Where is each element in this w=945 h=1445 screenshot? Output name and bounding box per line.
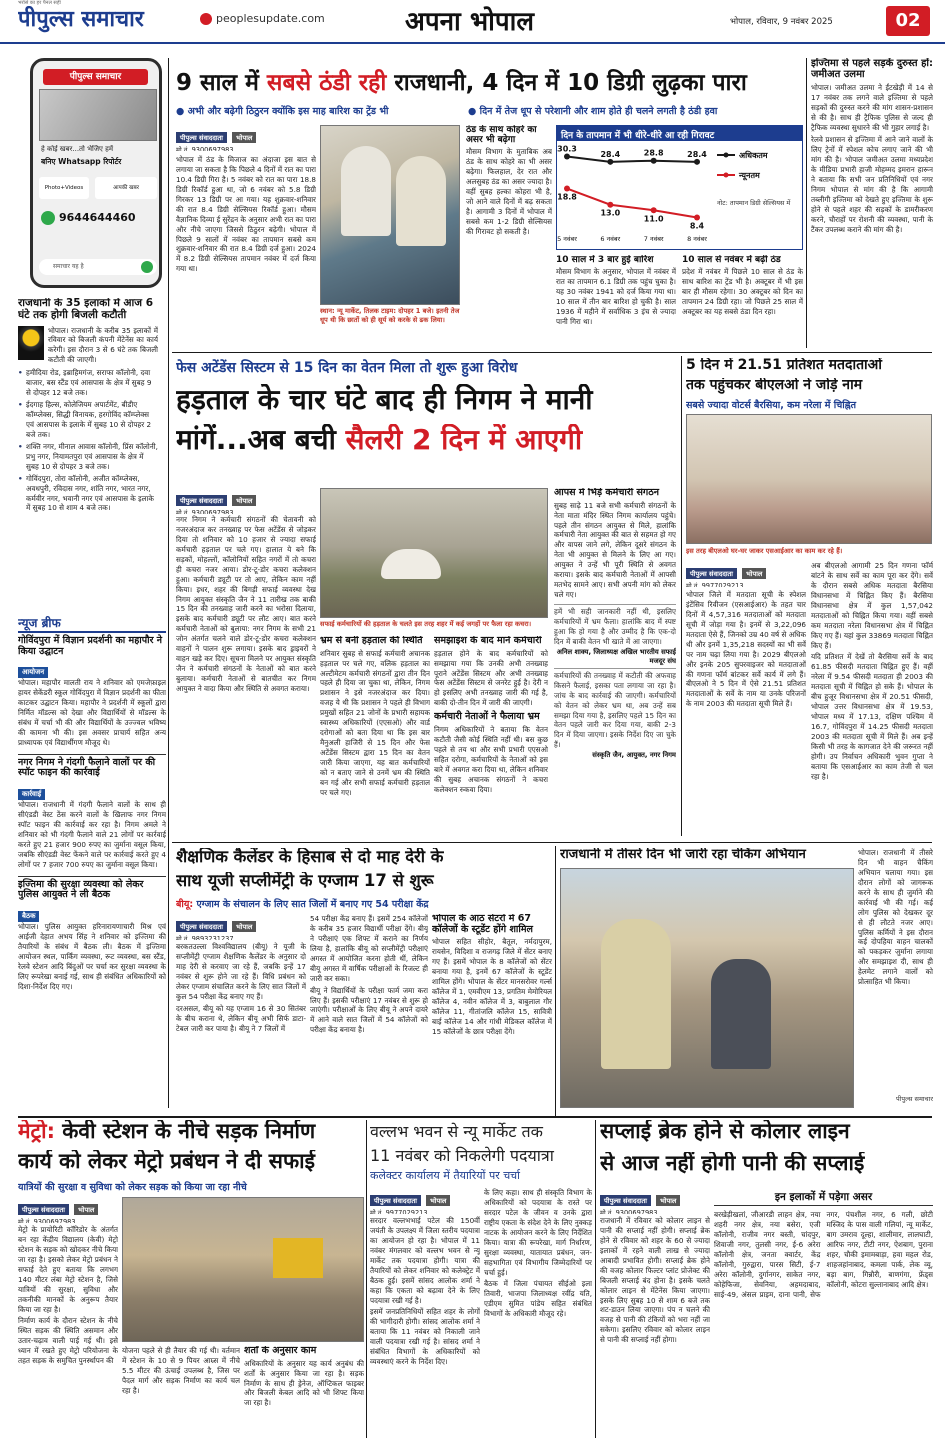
padyatra-col-2 [484, 1188, 592, 1438]
water-headline-1: सप्लाई ब्रेक होने से कोलार लाइन [600, 1120, 850, 1143]
padyatra-byline-name: पीपुल्स संवाददाता [370, 1195, 421, 1206]
lead-bottom-body: प्रदेश में नवंबर में पिछले 10 साल से ठंड के साथ बारिश का ट्रेंड भी है। अक्टूबर में भी इस बार ही मौसम रहेगा। 30 अक्टूबर को दिन का तापमान 24 डिग्री रहा। जो पिछले 25 साल में अक्टूबर का यह सबसे ठंडा दिन रहा। [682, 267, 803, 316]
series-line-max [567, 157, 697, 162]
power-cut-item: • शक्ति नगर, मीनाल आवास कॉलोनी, प्रिंस कॉलोनी, प्रभु नगर, नियामतपुरा एवं आसपास के क्षेत्र में सुबह 10 से दोपहर 3 बजे तक। [18, 442, 158, 472]
ijtema-body-2: रेलवे प्रशासन से इज्तिमा में आने जाने वालों के लिए ट्रेनों में स्पेशल कोच लगाए जाने की भी मांग की है। भोपाल जमीअत उलमा मध्यप्रदेश के मीडिया प्रभारी हाजी मोहम्मद इमरान हारून ने बताया कि सभी जन प्रतिनिधियों एवं नगर निगम भोपाल से मांग की है कि आगामी तब्लीगी इज्तिमा को देखते हुए इज्तिमा के शुरू होने से पहले शहर की सड़कों के डामरीकरण करने, चौराहों पर रोशनी की व्यवस्था, पानी के टैंकर उपलब्ध कराने की मांग की है। [811, 135, 933, 234]
strike-sub-5: कर्मचारी नेताओं ने फैलाया भ्रम [434, 711, 540, 723]
exam-col-1 [176, 942, 306, 1112]
data-label: 18.8 [557, 192, 577, 202]
ad-logo: पीपुल्स समाचार [43, 69, 148, 85]
water-byline-city: भोपाल [656, 1195, 680, 1206]
strike-sub-3: आपस में भिड़े कर्मचारी संगठन [554, 488, 660, 498]
exam-deck-label: बीयू: [176, 899, 197, 910]
x-tick-label: 7 नवंबर [643, 235, 664, 243]
data-label: 28.4 [600, 149, 621, 159]
lead-headline-c: राजधानी, 4 दिन में 10 डिग्री लुढ़का पारा [386, 70, 747, 96]
metro-headline-2: कार्य को लेकर मेट्रो प्रबंधन ने दी सफाई [18, 1150, 315, 1173]
exam-col-2 [310, 914, 428, 1114]
legend-marker [724, 153, 729, 158]
lead-deck-2-text: दिन में तेज धूप से परेशानी और शाम होते ही चलने लगती है ठंडी हवा [479, 106, 718, 117]
lead-headline-b: सबसे ठंडी रही [266, 70, 387, 96]
metro-col-3 [244, 1346, 364, 1436]
exam-side-body: भोपाल सहित सीहोर, बैतूल, नर्मदापुरम, रायसेन, विदिशा व राजगढ़ जिले में सेंटर बनाए गए हैं। इसमें भोपाल के 8 कॉलेजों को सेंटर बनाया गया है, इनमें 67 कॉलेजों के स्टूडेंट शामिल होंगे। भोपाल के सेंटर मानसरोवर गर्ल्स कॉलेज में 1, एमवीएम 13, प्रगतिम मेमोरियल कॉलेज 4, नवीन कॉलेज में 3, बाबुलाल गौर कॉलेज 11, गीतांजलि कॉलेज 15, सावित्री बाई कॉलेज 14 और गांधी मेडिकल कॉलेज में 15 कॉलेजों के छात्र परीक्षा देंगे। [432, 937, 552, 1036]
lead-deck-1-text: अभी और बढ़ेगी ठिठुरन क्योंकि इस माह बारिश का ट्रेंड भी [187, 106, 389, 117]
chart-title: दिन के तापमान में भी धीरे-धीरे आ रही गिरावट [557, 126, 802, 141]
water-areas: बरखेड़ीखलां, जीआरडी लाहन क्षेत्र, नया शहरी नगर क्षेत्र, नया बसेरा, एजी कॉलोनी, राजीव नगर बस्ती, चांदपुर, शिवाजी नगर, तुलसी नगर, ई-6 अरेरा कॉलोनी क्षेत्र, जनता क्वार्टर, केंद्र कॉलोनी, गुरुद्वारा, पारस सिटी, ई-7 अरेरा कॉलोनी, दुर्गानगर, साकेत नगर, कोहेफिजा, सेवनिया, अहमदाबाद, साई-49, अंसल प्राइम, दाना पानी, सेफ नगर, पंचशील नगर, 6 गली, छोटी मस्जिद के पास वाली गलियां, न्यू मार्केट, बाग उमराव दूल्हा, शालीमार, लालघाटी, आरिफ नगर, टीटी नगर, ऐशबाग, पुराना शहर, चौकी इमामबाड़ा, हवा महल रोड, शाहजहांनाबाद, कमला पार्क, लेक व्यू, बड़ा बाग, गिन्नौरी, बाणगंगा, फ्रेंड्स कॉलोनी, कोटरा सुल्तानाबाद आदि क्षेत्र। [714, 1210, 933, 1299]
legend-label: न्यूनतम [739, 171, 760, 180]
lead-mobile: मो.नं. 9300697983 [176, 146, 234, 151]
ad-number[interactable]: 9644644460 [59, 211, 136, 224]
website-link[interactable]: peoplesupdate.com [216, 12, 325, 25]
ijtema-body-1: भोपाल। जमीअत उलमा ने ईंटखेड़ी में 14 से 17 नवंबर तक लगने वाले इज्तिमा से पहले सड़कों की दुरुस्त करने की मांग शासन-प्रशासन से की है। साथ ही ट्रैफिक पुलिस से जल्द ही ट्रैफिक व्यवस्था सुधारने की भी गुहार लगाई है। [811, 83, 933, 133]
checking-photo [560, 868, 854, 1108]
strike-headline-2a: मांगें...अब बची [176, 424, 346, 456]
metro-byline-city: भोपाल [74, 1204, 98, 1215]
power-cut-article [18, 298, 158, 613]
strike-quote-2 [554, 668, 676, 760]
brief-headline: इज्तिमा की सुरक्षा व्यवस्था को लेकर पुलिस आयुक्त ने ली बैठक [18, 878, 144, 901]
data-point [694, 159, 700, 165]
lead-side-head: ठंड के साथ कोहरे का असर भी बढ़ेगा [466, 125, 537, 146]
exam-mobile: मो.नं. 9893231237 [176, 935, 234, 940]
temperature-chart [556, 125, 803, 250]
voters-photo-caption: इस तरह बीएलओ घर-घर जाकर एसआईआर का काम कर रहे हैं। [686, 547, 843, 555]
chart-note: नोट: तापमान डिग्री सेल्सियस में [717, 199, 791, 207]
lead-body: भोपाल में ठंड के मिजाज का अंदाजा इस बात से लगाया जा सकता है कि पिछले 4 दिनों में रात का पारा 10.4 डिग्री गिरा है। 5 नवंबर को रात का पारा 18.8 डिग्री रिकॉर्ड हुआ था, जो 6 नवंबर को 5.8 डिग्री गिरकर 13 डिग्री पर आ गया। यह शुक्रवार-शनिवार की रात 8.4 डिग्री सेल्सियस रिकॉर्ड हुआ। मौसम वैज्ञानिक दिव्या ई सुरेंद्रन के अनुसार अभी रात का पारा और नीचे जाएगा जिससे ठिठुरन बढ़ेगी। भोपाल में पिछले 9 सालों में नवंबर का तापमान सबसे कम शुक्रवार-शनिवार की रात 8.4 डिग्री दर्ज हुआ। 2024 में 8.2 डिग्री सेल्सियस तापमान नवंबर में दर्ज किया गया था। [176, 155, 316, 274]
voters-photo [686, 414, 932, 544]
series-line-min [567, 189, 697, 218]
voters-byline-city: भोपाल [742, 568, 766, 579]
power-cut-item: • गोविंदपुरा, तोरा कॉलोनी, अजीत कॉम्प्लेक्स, अवधपुरी, रविदास नगर, शांति नगर, भारत नगर, कर्मवीर नगर, भवानी नगर एवं आसपास के इलाके में सुबह 10 से शाम 4 बजे तक। [18, 474, 158, 514]
strike-quote-1-text: हमें भी सही जानकारी नहीं थी, इसलिए कर्मचारियों में भ्रम फैला। हालांकि बाद में स्पष्ट हुआ कि हो गया है और उम्मीद है कि एक-दो दिन में बाकी वेतन भी खाते में आ जाएगा। [554, 607, 676, 646]
news-brief-label: न्यूज ब्रीफ [18, 614, 166, 633]
exam-byline-city: भोपाल [232, 921, 256, 932]
data-point [564, 186, 570, 192]
masthead-logo-tag: भरोसे का हर पैनल सही [18, 0, 61, 6]
data-label: 28.4 [687, 149, 707, 159]
ijtema-headline: इज्तिमा से पहले सड़कें दुरुस्त हों: जमीअत उलमा [811, 58, 933, 81]
data-label: 11.0 [643, 214, 664, 224]
x-tick-label: 8 नवंबर [687, 235, 707, 243]
masthead [0, 0, 945, 44]
strike-sub-4: समझाइश के बाद माने कर्मचारी [434, 636, 542, 646]
exam-body-2b: बीयू ने विद्यार्थियों के परीक्षा फार्म जमा करा लिए हैं। इसकी परीक्षाएं 17 नवंबर से शुरू हो जाएंगी। परीक्षाओं के लिए बीयू ने अपने दायरे में आने वाले सात जिलों में 54 कॉलेजों को परीक्षा केंद्र बनाया है। [310, 985, 428, 1035]
padyatra-body-1: सरदार वल्लभभाई पटेल की 150वीं जयंती के उपलक्ष्य में जिला स्तरीय पदयात्रा का आयोजन हो रहा है। भोपाल में 11 नवंबर मंगलवार को वल्लभ भवन से न्यू मार्केट तक पदयात्रा होगी। यात्रा की तैयारियों को लेकर शनिवार को कलेक्ट्रेट में बैठक हुई। इसमें सांसद आलोक शर्मा ने कहा कि एकता को बढ़ावा देने के लिए पदयात्रा रखी गई है। [370, 1216, 480, 1305]
strike-headline-2b: सैलरी 2 दिन में आएगी [345, 424, 583, 456]
metro-headline-1 [18, 1120, 363, 1150]
power-cut-item: • हमीदिया रोड, इब्राहिमगंज, सराफा कॉलोनी, दवा बाजार, बस स्टैंड एवं आसपास के क्षेत्र में सुबह 9 से दोपहर 12 बजे तक। [18, 368, 158, 398]
metro-deck: यात्रियों की सुरक्षा व सुविधा को लेकर सड़क को किया जा रहा नीचे [18, 1182, 247, 1193]
water-areas-head: इन इलाकों में पड़ेगा असर [714, 1190, 933, 1206]
water-body: राजधानी में रविवार को कोलार लाइन से पानी की सप्लाई नहीं होगी। सप्लाई ब्रेक होने से रविवार को शहर के 60 से ज्यादा इलाकों में रहने वाली लाख से ज्यादा आबादी प्रभावित होगी। सप्लाई ब्रेक होने की वजह कोलार फिल्टर प्लांट प्रोजेक्ट की बिजली सप्लाई बंद होना है। इसके चलते कोलार लाइन से मेंटेनेंस किया जाएगा। इसके लिए सुबह 10 से शाम 6 बजे तक शट-डाउन लिया जाएगा। पंप न चलने की वजह से पानी की टंकियों को भरा नहीं जा सकेगा। इसलिए रविवार को कोलार लाइन से पानी की सप्लाई नहीं होगा। [600, 1216, 710, 1345]
strike-byline-city: भोपाल [232, 495, 256, 506]
power-cut-item: • ईदगाह हिल्स, कोलेजियम अपार्टमेंट, बीडीए कॉम्प्लेक्स, सिद्धी विनायक, हरगोविंद कॉम्प्लेक्स एवं आसपास के इलाके में सुबह 10 से दोपहर 2 बजे तक। [18, 400, 158, 440]
ad-field-news[interactable]: आपकी खबर [95, 177, 157, 199]
data-label: 13.0 [600, 208, 621, 218]
padyatra-col-1 [370, 1216, 480, 1438]
padyatra-byline-city: भोपाल [426, 1195, 450, 1206]
strike-byline [176, 488, 316, 514]
padyatra-deck: कलेक्टर कार्यालय में तैयारियों पर चर्चा [370, 1169, 521, 1182]
strike-quote-1-by: अनिल शाक्य, जिलाध्यक्ष अखिल भारतीय सफाई मजदूर संघ [556, 647, 676, 665]
power-cut-headline: राजधानी के 35 इलाकों में आज 6 घंटे तक होगी बिजली कटौती [18, 298, 154, 321]
ad-footer-bar[interactable]: समाचार यह है [39, 259, 157, 275]
data-label: 30.3 [557, 144, 577, 154]
metro-photo-text: योजना पहले से ही तैयार की गई थी। वर्तमान में स्टेशन के 10 से 9 पियर आम्र्स में नीचे 5.5 मीटर की ऊंचाई उपलब्ध है, जिस पर पैदल मार्ग और सड़क निर्माण का कार्य चल रहा है। [122, 1346, 240, 1395]
mic-icon[interactable] [141, 261, 153, 273]
exam-headline-1: शैक्षणिक कैलेंडर के हिसाब से दो माह देरी के [176, 848, 444, 866]
x-tick-label: 5 नवंबर [557, 235, 577, 243]
lead-bottom-head: 10 साल में 3 बार हुई बारिश [556, 255, 654, 265]
website-icon [200, 13, 212, 25]
lead-bottom-1 [556, 255, 676, 335]
power-cut-intro: भोपाल। राजधानी के करीब 35 इलाकों में रविवार को बिजली कंपनी मेंटेनेंस का कार्य करेगी। इस दौरान 3 से 6 घंटे तक बिजली कटौती की जाएगी। [48, 325, 158, 365]
metro-body-1b: निर्माण कार्य के दौरान स्टेशन के नीचे स्थित सड़क की स्थिति असमान और उतार-चढ़ाव वाली पाई गई थी। इसे ध्यान में रखते हुए मेट्रो परियोजना के तहत सड़क के समुचित पुनर्स्थापन की [18, 1316, 118, 1366]
exam-body-1: बरकतउल्ला विश्वविद्यालय (बीयू) ने यूजी के सप्लीमेंट्री एग्जाम शैक्षणिक कैलेंडर के अनुसार दो माह देरी से करवाए जा रहे हैं, जबकि इन्हें 17 नवंबर से शुरू होने जा रहे हैं। विधि प्रबंधन को लेकर एग्जाम संचालित करने के लिए सात जिलों में कुल 54 परीक्षा केंद्र बनाए गए हैं। [176, 942, 306, 1001]
voters-col-2 [811, 561, 933, 841]
water-headline-2: से आज नहीं होगी पानी की सप्लाई [600, 1152, 865, 1175]
strike-kicker: फेस अटेंडेंस सिस्टम से 15 दिन का वेतन मिला तो शुरू हुआ विरोध [176, 360, 518, 376]
data-point [564, 154, 570, 160]
padyatra-mobile: मो.नं. 9977029213 [370, 1209, 428, 1214]
exam-side [432, 914, 552, 1114]
metro-mobile: मो.नं. 9300697983 [18, 1218, 76, 1223]
ad-line2: बनिए Whatsapp रिपोर्टर [41, 157, 122, 166]
exam-body-2: 54 परीक्षा केंद्र बनाए हैं। इसमें 254 कॉलेजों के करीब 35 हजार विद्यार्थी परीक्षा देंगे। बीयू ने परीक्षाएं एक शिफ्ट में कराने का निर्णय लिया है, हालांकि बीयू को सप्लीमेंट्री परीक्षाएं अगस्त में आयोजित करना होती थीं, लेकिन बीयू अगस्त में वार्षिक परीक्षाओं के रिजल्ट ही जारी कर सका। [310, 914, 428, 983]
exam-headline-2: साथ यूजी सप्लीमेंट्री के एग्जाम 17 से शुरू [176, 872, 434, 890]
voters-body-3: यदि प्रतिशत में देखें तो बैरसिया सर्वे के बाद 61.85 फीसदी मतदाता चिह्नित हुए हैं। वहीं नरेला में 9.54 फीसदी मतदाता ही 2003 की मतदाता सूची में चिह्नित हो सके हैं। भोपाल के बीच हुजूर विधानसभा क्षेत्र में 20.51 फीसदी, भोपाल उत्तर विधानसभा क्षेत्र में 19.53, भोपाल मध्य में 17.13, दक्षिण पश्चिम में 16.7, गोविंदपुरा में 14.25 फीसदी मतदाता 2003 की मतदाता सूची में मिले हैं। अब इन्हें किसी भी तरह के कागजात देने की जरूरत नहीं होगी। उप निर्वाचन अधिकारी भुवन गुप्ता ने बताया कि एसआईआर का काम तेजी से चल रहा है। [811, 652, 933, 781]
lead-photo-caption: स्थान: न्यू मार्केट, तिलक टाइम: दोपहर 1 बजे। इतनी तेज धूप थी कि छातों को ही सूर्य को करके से ढक लिया। [320, 307, 460, 324]
padyatra-body-3: के लिए कहा। साथ ही संस्कृति विभाग के अधिकारियों को पदयात्रा के रास्ते पर सरदार पटेल के जीवन व उनके द्वारा राष्ट्रीय एकता के संदेश देने के लिए नुक्कड़ नाटक के आयोजन करने के लिए निर्देशित किया। यात्रा की रूपरेखा, मार्ग निर्धारण, सुरक्षा व्यवस्था, यातायात प्रबंधन, जन-सहभागिता एवं विभागीय जिम्मेदारियों पर चर्चा हुई। [484, 1188, 592, 1277]
strike-body-1: नगर निगम ने कर्मचारी संगठनों की चेतावनी को नजरअंदाज कर तनख्वाह पर फेस अटेंडेंस से जोड़कर दिया तो शनिवार को 10 हजार से ज्यादा सफाई कर्मचारी हड़ताल पर चले गए। हालात ये बने कि सड़कों, मोहल्लों, कॉलोनियों सहित नगरों में तो कचरा ही कचरा नजर आया। डोर-टू-डोर कचरा कलेक्शन हुआ। कर्मचारी ड्यूटी पर तो आए, लेकिन काम नहीं किया। इधर, शहर की बिगड़ी सफाई व्यवस्था देख निगम आयुक्त संस्कृति जैन ने 11 तारीख तक बाकी 15 दिन की तनख्वाह जारी करने का भरोसा दिलाया, इसके बाद कर्मचारी ड्यूटी पर लौट आए। बात करने कर्मचारी नेताओं को बुलाया: नगर निगम के सभी 21 जोन अंतर्गत चलने वाले डोर-टू-डोर कचरा कलेक्शन वाहनों ने पालन शुरू लगाया। इसके बाद ड्राइवरों ने वाहन खड़े कर दिए। सूचना मिलने पर आयुक्त संस्कृति जैन ने कर्मचारी संगठनों के नेताओं को बात करने बुलाया। कर्मचारी नेताओं से बातचीत कर निगम आयुक्त ने वादा किया और स्थिति से अवगत कराया। [176, 515, 316, 693]
voters-headline-1: 5 दिन में 21.51 प्रतिशत मतदाताओं [686, 358, 882, 373]
voters-body-2: अब बीएलओ आगामी 25 दिन गणना फॉर्म बांटने के साथ सर्वे का काम पूरा कर देंगे। सर्वे के दौरान सबसे अधिक मतदाता बैरसिया विधानसभा में चिह्नित किए हैं। बैरसिया विधानसभा क्षेत्र में कुल 1,57,042 मतदाताओं को चिह्नित किया गया। वहीं सबसे कम मतदाता नरेला विधानसभा क्षेत्र में चिह्नित किए गए हैं। यहां कुल 33869 मतदाता चिह्नित किए हैं। [811, 561, 933, 650]
data-label: 8.4 [689, 221, 705, 231]
brief-body: भोपाल। महापौर मालती राय ने शनिवार को एमजेफ़ाइल हायर सेकेंडरी स्कूल गोविंदपुरा में विज्ञान प्रदर्शनी का फीता काटकर उद्घाटन किया। महापौर ने प्रदर्शनी में स्कूलों द्वारा निर्मित मॉडल्स को देखा और विद्यार्थियों से मॉडल्स के संबंध में चर्चा भी की और विद्यार्थियों के उज्ज्वल भविष्य की कामना भी की। इस अवसर प्राचार्य सहित अन्य प्राध्यापक एवं विद्यार्थीगण मौजूद थे। [18, 678, 166, 747]
voters-deck: सबसे ज्यादा वोटर्स बैरसिया, कम नरेला में चिह्नित [686, 400, 857, 411]
exam-deck [176, 897, 551, 911]
ad-photo [39, 89, 157, 141]
strike-headline-2 [176, 424, 676, 464]
padyatra-headline-1: वल्लभ भवन से न्यू मार्केट तक [370, 1122, 543, 1141]
brief-body: भोपाल। राजधानी में गंदगी फैलाने वालों के साथ ही सीएंडडी वेस्ट ठेंस करने वालों के खिलाफ नगर निगम स्पॉट फाइन की कार्रवाई कर रहा है। निगम अमले ने शनिवार को भी गंदगी फैलाने वाले 21 लोगों पर कार्रवाई करते हुए 21 हजार 900 रुपए का जुर्माना वसूल किया, जबकि सीएंडडी वेस्ट फेंकने वाले पर कार्रवाई करते हुए 4 लोगों पर 7 हजार 700 रुपए का जुर्माना वसूल किया। [18, 800, 166, 869]
water-byline-name: पीपुल्स संवाददाता [600, 1195, 651, 1206]
lead-bottom-2 [682, 255, 803, 335]
lead-byline-city: भोपाल [232, 132, 256, 143]
brief-tag: कार्रवाई [18, 789, 45, 800]
brief-headline: नगर निगम ने गंदगी फैलाने वालों पर की स्पॉट फाइन की कार्रवाई [18, 756, 156, 779]
metro-sub-body: अधिकारियों के अनुसार यह कार्य अनुबंध की शर्तों के अनुसार किया जा रहा है। सड़क निर्माण के साथ ही ड्रेनेज, ऑप्टिकल फाइबर और बिजली केबल आदि को भी शिफ्ट किया जा रहा है। [244, 1358, 364, 1408]
ijtema-article [811, 58, 933, 348]
lead-byline [176, 125, 316, 151]
voters-byline [686, 561, 806, 587]
padyatra-body-4: बैठक में जिला पंचायत सीईओ इला तिवारी, भाजपा जिलाध्यक्ष रवींद्र यति, एडीएम सुमित पांडेय सहित संबंधित विभागों के अधिकारी मौजूद रहे। [484, 1279, 592, 1319]
padyatra-byline [370, 1188, 480, 1214]
brief-tag: बैठक [18, 911, 39, 922]
strike-mobile: मो.नं. 9300697983 [176, 509, 234, 514]
exam-byline [176, 914, 306, 940]
metro-sub: शर्तों के अनुसार काम [244, 1346, 317, 1356]
lead-side-body: मौसम विभाग के मुताबिक अब ठंड के साथ कोहरे का भी असर बढ़ेगा। फिलहाल, देर रात और अलसुबह ठंड का असर ज्यादा है। वहीं सुबह हल्का कोहरा भी है, जो आने वाले दिनों में बढ़ सकता है। आगामी 3 दिनों में भोपाल में सबसे कम 1-2 डिग्री सेल्सियस की गिरावट हो सकती है। [466, 147, 552, 236]
phone-icon [41, 211, 55, 225]
lead-deck-1: ● अभी और बढ़ेगी ठिठुरन क्योंकि इस माह बारिश का ट्रेंड भी [176, 106, 389, 117]
lead-side [466, 125, 552, 335]
lead-deck-2: ● दिन में तेज धूप से परेशानी और शाम होते ही चलने लगती है ठंडी हवा [468, 106, 718, 117]
brief-item [18, 754, 166, 870]
padyatra-body-2: इसमें जनप्रतिनिधियों सहित शहर के लोगों की भागीदारी होगी। सांसद आलोक शर्मा ने बताया कि 11 नवंबर को निकाली जाने वाली पदयात्रा रखी गई है। सांसद शर्मा ने संबंधित विभागों के अधिकारियों को व्यवस्थाएं करने के निर्देश दिए। [370, 1307, 480, 1367]
strike-body-3: सुबह साढ़े 11 बजे सभी कर्मचारी संगठनों के नेता माता मंदिर स्थित निगम कार्यालय पहुंचे। पहले तीन संगठन आयुक्त से मिले, हालांकि कर्मचारी नेता आयुक्त की बात से सहमत हो गए और वापस जाने लगे, लेकिन दूसरे संगठन के नेता भी आयुक्त से मिलने के लिए आ गए। आयुक्त ने उन्हें भी पूरी स्थिति से अवगत कराया। इसके बाद कर्मचारी नेताओं में आपसी मतभेद सामने आए। सभी अपनी मांग को लेकर चले गए। [554, 500, 676, 600]
whatsapp-ad[interactable] [30, 58, 162, 288]
strike-quote-2-by: संस्कृति जैन, आयुक्त, नगर निगम [592, 751, 676, 760]
lead-photo [320, 125, 460, 305]
brief-item [18, 876, 166, 992]
strike-headline-1: हड़ताल के चार घंटे बाद ही निगम ने मानी [176, 384, 593, 416]
lead-bottom-head: 10 साल से नवंबर में बढ़ी ठंड [682, 255, 781, 265]
water-byline [600, 1188, 710, 1214]
metro-byline-name: पीपुल्स संवाददाता [18, 1204, 69, 1215]
metro-body-1: मेट्रो के प्रायोरिटी कॉरिडोर के अंतर्गत बन रहा केंद्रीय विद्यालय (केवी) मेट्रो स्टेशन के सड़क को खोदकर नीचे किया जा रहा है। इसको लेकर मेट्रो प्रबंधन ने सफाई देते हुए बताया कि लगभग 140 मीटर लंबा मेट्रो स्टेशन है, जिसे यात्रियों की सुरक्षा, सुविधा और तकनीकी मानकों के अनुरूप तैयार किया जा रहा है। [18, 1225, 118, 1314]
lead-headline-a: 9 साल में [176, 70, 267, 96]
metro-label: मेट्रो: [18, 1120, 55, 1143]
data-point [651, 207, 657, 213]
exam-deck-text: एग्जाम के संचालन के लिए सात जिलों में बनाए गए 54 परीक्षा केंद्र [196, 899, 429, 910]
voters-headline-2: तक पहुंचकर बीएलओ ने जोड़े नाम [686, 378, 863, 393]
data-point [607, 202, 613, 208]
strike-col-4 [554, 488, 676, 838]
voters-mobile: मो.नं. 9977029213 [686, 582, 744, 587]
bulb-icon [18, 326, 44, 360]
checking-body: भोपाल। राजधानी में तीसरे दिन भी वाहन चैकिंग अभियान चलाया गया। इस दौरान लोगों को जागरूक करने के साथ ही जुर्माने की कार्रवाई भी की गई। कई लोग पुलिस को देखकर दूर से ही लौटते नजर आए। पुलिस कर्मियों ने इस दौरान कई दोपहिया वाहन चालकों को पकड़कर जुर्माना लगाया और समझाइश दी, साथ ही हेलमेट लगाने वालों को प्रोत्साहित भी किया। [858, 848, 933, 987]
metro-head-1: केवी स्टेशन के नीचे सड़क निर्माण [54, 1120, 316, 1143]
dateline: भोपाल, रविवार, 9 नवंबर 2025 [730, 17, 833, 27]
section-title: अपना भोपाल [405, 7, 534, 37]
legend-marker [724, 173, 729, 178]
ad-field-photo[interactable]: Photo+Videos [39, 177, 89, 199]
exam-body-1b: दरअसल, बीयू को यह एग्जाम 16 से 30 सितंबर के बीच कराना थे, लेकिन बीयू अभी सिर्फ डाटा-टेबल जारी कर पाया है। बीयू ने 7 जिलों में [176, 1003, 306, 1033]
strike-byline-name: पीपुल्स संवाददाता [176, 495, 227, 506]
data-point [651, 158, 657, 164]
checking-headline: राजधानी में तीसरे दिन भी जारी रहा चेकिंग अभियान [560, 848, 806, 862]
strike-body-5: निगम अधिकारियों ने बताया कि वेतन कटौती जैसी कोई स्थिति नहीं थी। बस कुछ पहले से तय था और सभी प्रभारी एएसओ सहित दरोगा, कर्मचारियों के नेताओं को इस बारे में अवगत करा दिया था, लेकिन शनिवार की सुबह अचानक संगठनों ने कचरा कलेक्शन रुकवा दिया। [434, 724, 548, 794]
exam-byline-name: पीपुल्स संवाददाता [176, 921, 227, 932]
ad-line1: हे कोई खबर...तो भेजिए हमें [41, 145, 114, 153]
masthead-logo[interactable] [18, 6, 188, 34]
metro-photo [122, 1197, 364, 1342]
data-label: 28.8 [643, 148, 664, 158]
masthead-logo-text: पीपुल्स समाचार [18, 7, 144, 32]
data-point [694, 215, 700, 221]
lead-headline [176, 66, 801, 100]
metro-byline [18, 1197, 118, 1223]
voters-body-1: भोपाल जिले में मतदाता सूची के स्पेशल इंटेंसिव रिवीजन (एसआईआर) के तहत चार दिनों में 4,57,316 मतदाताओं को मतदाता सूची में जोड़ा गया है। इनमें से 3,22,096 मतदाता ऐसे हैं, जिनको उम्र 40 वर्ष से अधिक थी और इनमें 1,35,218 सदस्यों का भी सर्वे पर नाम चढ़ा लिया गया है। 2029 बीएलओ और इनके 205 सुपरवाइजर को मतदाताओं की गणना फॉर्म बांटकर सर्वे कार्य में लगे हैं। बीएलओ ने 5 दिन में ऐसे 21.51 प्रतिशत मतदाताओं के सर्वे के नाम या उनके परिजनों के नाम 2003 की मतदाता सूची मिले हैं। [686, 590, 806, 709]
page-number: 02 [886, 6, 930, 36]
exam-side-head: भोपाल के आठ सेंटरों में 67 कॉलेजों के स्टूडेंट होंगे शामिल [432, 914, 533, 935]
brief-body: भोपाल। पुलिस आयुक्त हरिनारायणाचारी मिश्र एवं आईजी देहात अभय सिंह ने शनिवार को इज्तिमा की तैयारियों के संबंध में बैठक ली। बैठक में इज्तिमा आयोजन स्थल, पार्किंग व्यवस्था, रूट व्यवस्था, बस स्टैंड, रेलवे स्टेशन आदि बिंदुओं पर चर्चा कर सुरक्षा व्यवस्था के लिए रूपरेखा बनाई गई, साथ ही संबंधित अधिकारियों को दिशा-निर्देश दिए गए। [18, 921, 166, 991]
lead-bottom-body: मौसम विभाग के अनुसार, भोपाल में नवंबर में रात का तापमान 6.1 डिग्री तक पहुंच चुका है। यह 30 नवंबर 1941 को दर्ज किया गया था। 10 साल में तीन बार बारिश हो चुकी है। साल 1936 में महीने में सर्वाधिक 3 इंच से ज्यादा पानी गिरा था। [556, 267, 676, 326]
brief-tag: आयोजन [18, 667, 48, 678]
padyatra-headline-2: 11 नवंबर को निकलेगी पदयात्रा [370, 1146, 554, 1165]
strike-photo [320, 488, 548, 618]
strike-col-3 [434, 636, 548, 836]
legend-label: अधिकतम [739, 151, 768, 160]
brief-item [18, 636, 166, 748]
water-mobile: मो.नं. 9300697983 [600, 1209, 658, 1214]
strike-quote-1 [554, 604, 676, 665]
strike-body-2: शनिवार सुबह से सफाई कर्मचारी अचानक हड़ताल पर चले गए, वलिक हड़ताल का अल्टीमेटम कर्मचारी संगठनों द्वारा तीन दिन पहले ही दिया जा चुका था, लेकिन, निगम प्रशासन ने इसे नजरअंदाज कर दिया। वजह ये थी कि प्रशासन ने पहले ही विभाग प्रमुखों सहित 21 जोनों के प्रभारी सहायक स्वास्थ्य अधिकारियों (एएसओ) और वार्ड दरोगाओं को बता दिया था कि इस बार मैनुअली हाजिरी से 15 दिन और फेस अटेंडेंस सिस्टम द्वारा 15 दिन का वेतन जारी किया जाएगा, यह बात कर्मचारियों को न बताए जाने से उनमें भ्रम की स्थिति बन गई और सभी सफाई कर्मचारी हड़ताल पर चले गए। [320, 648, 430, 797]
chart-svg [557, 141, 802, 249]
strike-quote-2-text: कर्मचारियों की तनख्वाह में कटौती की अफवाह किसने फैलाई, इसका पता लगाया जा रहा है। जांच के बाद कार्रवाई की जाएगी। कर्मचारियों को वेतन को लेकर भ्रम था, अब उन्हें सब समझा दिया गया है, इसलिए पहले 15 दिन का वेतन पहले जारी कर दिया गया, बाकी 2-3 दिन में दिया जाएगा। इसके निर्देश दिए जा चुके हैं। [554, 670, 676, 750]
strike-col-2 [320, 636, 430, 836]
news-brief [18, 614, 166, 1114]
lead-byline-name: पीपुल्स संवाददाता [176, 132, 227, 143]
metro-col-1 [18, 1225, 118, 1437]
strike-body-4: हड़ताल होने के बाद कर्मचारियों को समझाया गया कि उनकी अभी तनख्वाह पूराने अटेंडेंस सिस्टम और अभी तनख्वाह फेस अटेंडेंस सिस्टम से जनरेट हुई है। देरी न हो इसलिए अभी तनख्वाह जारी की गई है, बाकी दो-तीन दिन में जारी की जाएगी। [434, 648, 548, 708]
x-tick-label: 6 नवंबर [600, 235, 621, 243]
brief-headline: गोविंदपुरा में विज्ञान प्रदर्शनी का महापौर ने किया उद्घाटन [18, 635, 163, 657]
voters-byline-name: पीपुल्स संवाददाता [686, 568, 737, 579]
checking-photo-credit: पीपुल्स समाचार [896, 1095, 933, 1103]
strike-photo-caption: सफाई कर्मचारियों की हड़ताल के चलते इस तरह शहर में कई जगहों पर फैला रहा कचरा। [320, 620, 532, 628]
strike-sub-2: भ्रम से बनी हड़ताल की स्थिति [320, 636, 423, 646]
data-point [607, 159, 613, 165]
